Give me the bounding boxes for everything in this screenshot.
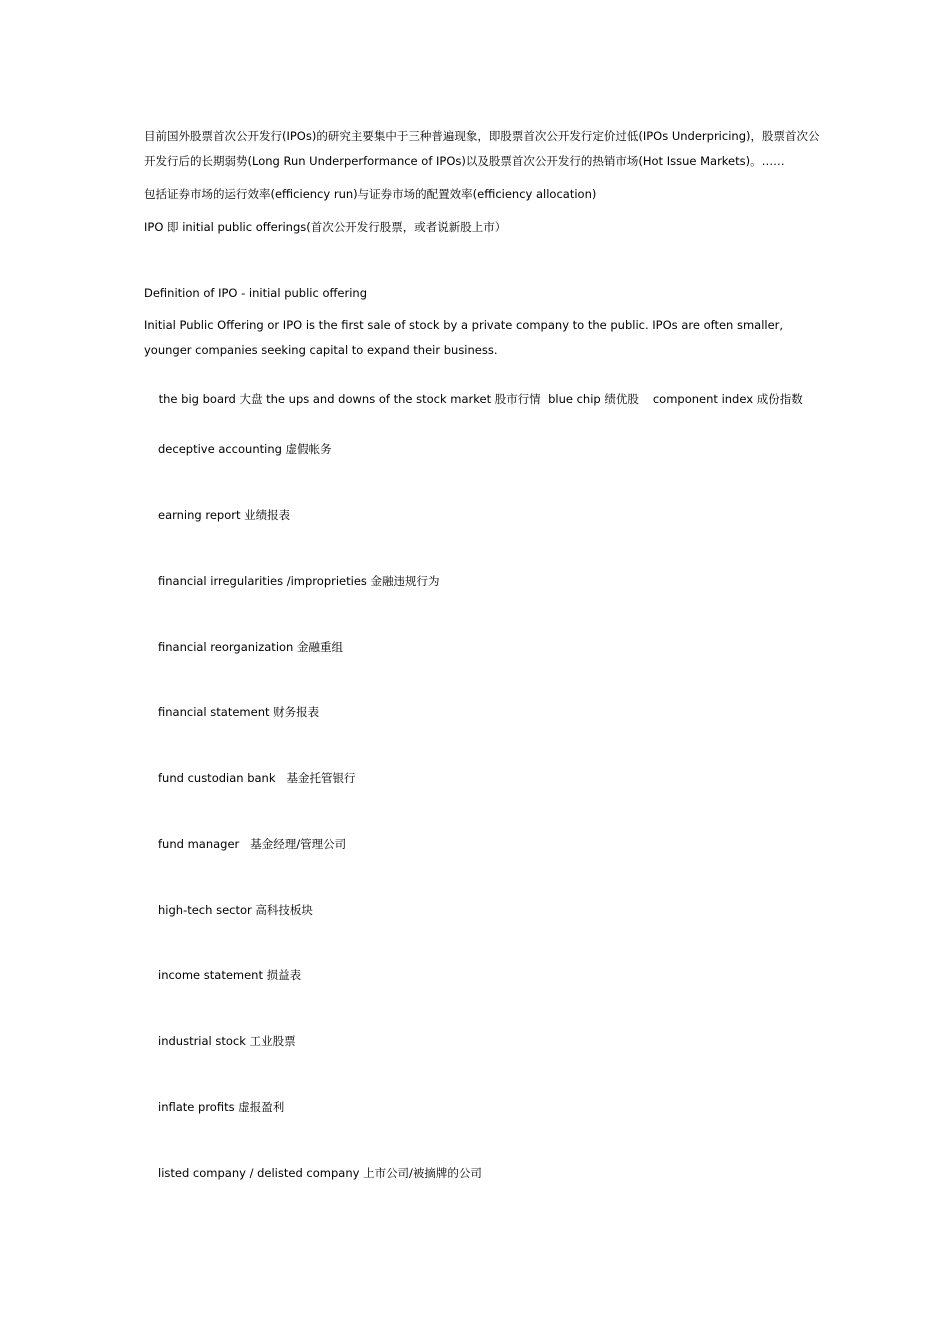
term-item: financial statement 财务报表 — [158, 705, 320, 719]
term-item: deceptive accounting 虚假帐务 — [158, 442, 332, 456]
paragraph-ipo-research-line-2: 开发行后的长期弱势(Long Run Underperformance of IPOs)以及股票首次公开发行的热销市场(Hot Issue Markets)。…… — [144, 154, 785, 168]
term-item: listed company / delisted company 上市公司/被摘牌的公司 — [158, 1166, 482, 1180]
heading-ipo-definition: Definition of IPO - initial public offering — [144, 286, 368, 300]
paragraph-market-efficiency: 包括证券市场的运行效率(efficiency run)与证券市场的配置效率(efficiency allocation) — [144, 187, 597, 201]
term-item: industrial stock 工业股票 — [158, 1034, 296, 1048]
market-terms-part-2: component index 成份指数 — [652, 392, 803, 406]
paragraph-ipo-explanation-line-1: Initial Public Offering or IPO is the first sale of stock by a private company to the public. IPOs are often smaller, — [144, 318, 784, 332]
term-item: fund manager 基金经理/管理公司 — [158, 837, 347, 851]
term-item: income statement 损益表 — [158, 968, 302, 982]
paragraph-ipo-definition-cn: IPO 即 initial public offerings(首次公开发行股票，或者说新股上市） — [144, 220, 507, 234]
term-item: earning report 业绩报表 — [158, 508, 291, 522]
paragraph-ipo-research-line-1: 目前国外股票首次公开发行(IPOs)的研究主要集中于三种普遍现象，即股票首次公开发行定价过低(IPOs Underpricing)，股票首次公 — [144, 129, 820, 143]
term-item: financial irregularities /improprieties 金融违规行为 — [158, 574, 440, 588]
paragraph-market-terms — [144, 375, 803, 423]
term-item: financial reorganization 金融重组 — [158, 640, 343, 654]
market-terms-part-1: the big board 大盘 the ups and downs of the stock market 股市行情 blue chip 绩优股 — [158, 392, 639, 406]
term-item: inflate profits 虚报盈利 — [158, 1100, 285, 1114]
term-item: fund custodian bank 基金托管银行 — [158, 771, 356, 785]
paragraph-ipo-explanation-line-2: younger companies seeking capital to expand their business. — [144, 343, 498, 357]
term-item: high-tech sector 高科技板块 — [158, 903, 313, 917]
